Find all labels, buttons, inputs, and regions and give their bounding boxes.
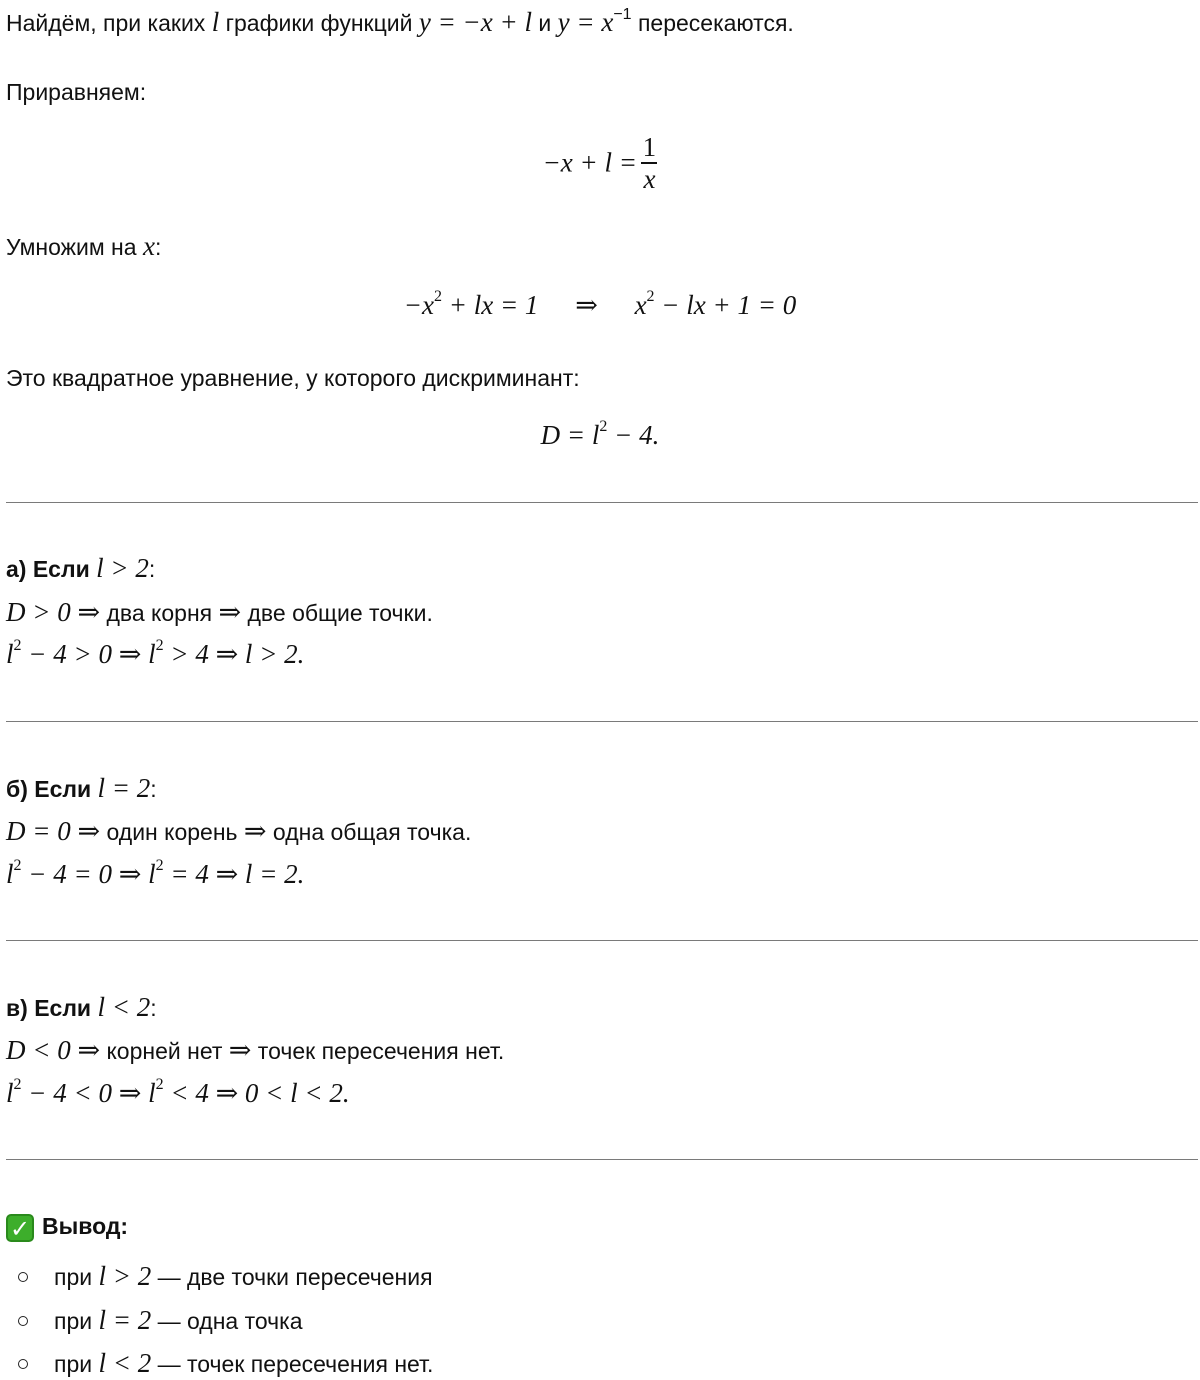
step3-label: Это квадратное уравнение, у которого дискриминант: bbox=[6, 365, 580, 391]
case-b-heading: б) Если l = 2: bbox=[6, 773, 157, 803]
divider bbox=[6, 940, 1198, 941]
check-mark-icon: ✓ bbox=[6, 1214, 34, 1242]
case-b-line1: D = 0 ⇒ один корень ⇒ одна общая точка. bbox=[6, 816, 472, 846]
conclusion-heading: ✓ Вывод: bbox=[6, 1212, 128, 1242]
case-a-line2: $l^2 - 4 > 0$ ⇒ $l^2 > 4$ ⇒ l > 2. bbox=[6, 637, 305, 669]
case-c-line2: $l^2 - 4 < 0$ ⇒ $l^2 < 4$ ⇒ 0 < l < 2. bbox=[6, 1076, 350, 1108]
step2-equation: $-x^2$ + lx = 1 ⇒ $x^2$ − lx + 1 = 0 bbox=[403, 288, 797, 320]
step1-equation: −x + l = $\frac{1}{x}$ bbox=[542, 132, 657, 194]
list-item: при l > 2 — две точки пересечения bbox=[54, 1261, 433, 1291]
fraction: $\frac{1}{x}$ bbox=[642, 132, 657, 194]
discriminant-equation: $D = l^2 - 4$. bbox=[540, 418, 660, 450]
step2-label: Умножим на x: bbox=[6, 231, 162, 261]
case-a-heading: а) Если l > 2: bbox=[6, 553, 156, 583]
divider bbox=[6, 1159, 1198, 1160]
list-item: при l = 2 — одна точка bbox=[54, 1305, 303, 1335]
bullet-icon bbox=[18, 1272, 28, 1282]
divider bbox=[6, 721, 1198, 722]
bullet-icon bbox=[18, 1316, 28, 1326]
bullet-icon bbox=[18, 1359, 28, 1369]
step1-label: Приравняем: bbox=[6, 79, 147, 105]
intro-line: Найдём, при каких l графики функций y = −x + l и $y = x^{-1}$ пересекаются. bbox=[6, 6, 794, 37]
case-c-line1: D < 0 ⇒ корней нет ⇒ точек пересечения нет. bbox=[6, 1035, 505, 1065]
case-b-line2: $l^2 - 4 = 0$ ⇒ $l^2 = 4$ ⇒ l = 2. bbox=[6, 857, 305, 889]
case-c-heading: в) Если l < 2: bbox=[6, 992, 157, 1022]
list-item: при l < 2 — точек пересечения нет. bbox=[54, 1348, 434, 1378]
case-a-line1: D > 0 ⇒ два корня ⇒ две общие точки. bbox=[6, 597, 433, 627]
divider bbox=[6, 502, 1198, 503]
